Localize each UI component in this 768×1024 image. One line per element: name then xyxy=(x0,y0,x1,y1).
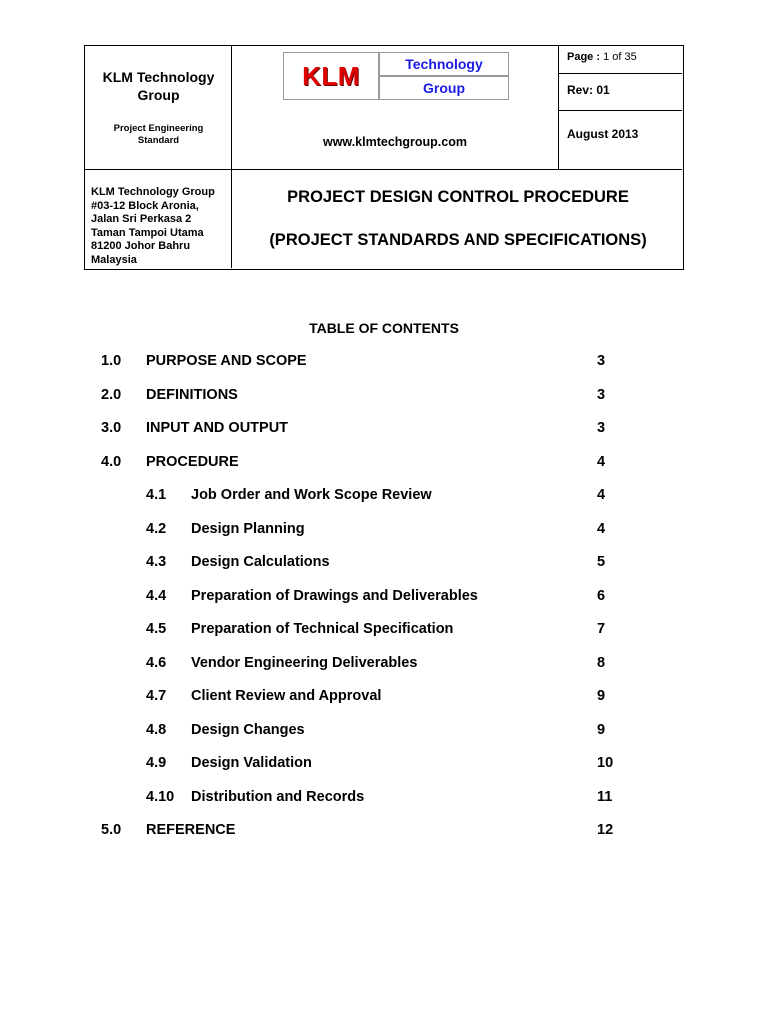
toc-entry-page: 4 xyxy=(597,520,606,537)
toc-entry-number: 4.4 xyxy=(146,587,167,604)
toc-entry-title: INPUT AND OUTPUT xyxy=(146,420,289,436)
header-divider xyxy=(558,73,682,74)
header-divider xyxy=(558,46,559,170)
toc-entry-number: 4.1 xyxy=(146,487,167,503)
toc-entry-number: 4.9 xyxy=(146,755,167,771)
company-name xyxy=(85,68,232,104)
page-value: 1 of 35 xyxy=(603,51,637,63)
standard-label xyxy=(85,123,232,146)
toc-entry-page: 8 xyxy=(597,654,606,671)
toc-entry-title: PURPOSE AND SCOPE xyxy=(146,353,307,369)
company-name-line: KLM Technology xyxy=(102,69,215,85)
toc-entry-page: 10 xyxy=(597,755,614,771)
toc-entry-page: 12 xyxy=(597,822,614,838)
toc-entry-page: 5 xyxy=(597,554,606,570)
toc-entry-page: 3 xyxy=(597,353,606,369)
header-divider xyxy=(558,110,682,111)
toc-entry-title: Preparation of Drawings and Deliverables xyxy=(191,587,478,604)
revision: Rev: 01 xyxy=(567,83,610,97)
toc-entry-title: DEFINITIONS xyxy=(146,386,238,403)
document-title: PROJECT DESIGN CONTROL PROCEDURE xyxy=(287,188,629,206)
address-line: 81200 Johor Bahru xyxy=(91,240,191,253)
address-line: Taman Tampoi Utama xyxy=(91,226,204,239)
company-address xyxy=(91,186,231,268)
toc-entry-number: 4.7 xyxy=(146,688,167,704)
toc-entry-number: 4.3 xyxy=(146,554,167,570)
issue-date: August 2013 xyxy=(567,127,639,141)
document-subtitle: (PROJECT STANDARDS AND SPECIFICATIONS) xyxy=(269,231,647,249)
header-divider xyxy=(85,169,682,170)
toc-entry-title: Distribution and Records xyxy=(191,788,365,805)
document-header-table xyxy=(84,45,684,270)
page-number xyxy=(567,51,637,63)
toc-entry-page: 6 xyxy=(597,587,606,604)
standard-line: Project Engineering xyxy=(113,123,204,134)
toc-entry-number: 5.0 xyxy=(101,822,122,838)
toc-entry-number: 2.0 xyxy=(101,386,122,403)
toc-entry-number: 4.2 xyxy=(146,520,167,537)
toc-entry-number: 4.0 xyxy=(101,453,122,470)
toc-entry-title: REFERENCE xyxy=(146,822,236,838)
toc-entry-number: 3.0 xyxy=(101,420,122,436)
toc-entry-page: 11 xyxy=(597,788,613,805)
page-label: Page : xyxy=(567,51,601,63)
toc-entry-title: Job Order and Work Scope Review xyxy=(191,487,432,503)
toc-entry-title: Design Planning xyxy=(191,520,305,537)
toc-entry-title: Client Review and Approval xyxy=(191,688,382,704)
toc-heading: TABLE OF CONTENTS xyxy=(309,320,459,336)
toc-entry-page: 9 xyxy=(597,721,606,738)
website-url: www.klmtechgroup.com xyxy=(322,135,467,149)
toc-entry-page: 3 xyxy=(597,386,606,403)
toc-entry-title: Design Calculations xyxy=(191,554,330,570)
address-line: Malaysia xyxy=(91,253,137,266)
toc-entry-page: 3 xyxy=(597,420,606,436)
toc-entry-page: 4 xyxy=(597,487,606,503)
toc-entry-page: 7 xyxy=(597,621,606,637)
company-name-line: Group xyxy=(137,87,180,103)
address-line: #03-12 Block Aronia, xyxy=(91,199,199,212)
address-line: KLM Technology Group xyxy=(91,186,215,198)
toc-entry-title: Vendor Engineering Deliverables xyxy=(191,654,418,671)
logo-technology-text: Technology xyxy=(379,52,509,76)
klm-logo xyxy=(283,52,511,102)
toc-entry-title: Preparation of Technical Specification xyxy=(191,621,454,637)
toc-entry-number: 4.10 xyxy=(146,788,175,805)
toc-entry-number: 4.6 xyxy=(146,654,167,671)
standard-line: Standard xyxy=(137,134,180,146)
logo-group-text: Group xyxy=(379,76,509,100)
toc-entry-number: 1.0 xyxy=(101,353,122,369)
toc-entry-title: PROCEDURE xyxy=(146,453,239,470)
toc-entry-number: 4.5 xyxy=(146,621,167,637)
toc-entry-page: 4 xyxy=(597,453,606,470)
toc-entry-title: Design Validation xyxy=(191,755,312,771)
toc-entry-number: 4.8 xyxy=(146,721,167,738)
logo-klm-text: KLM xyxy=(283,52,379,100)
toc-entry-title: Design Changes xyxy=(191,721,305,738)
toc-entry-page: 9 xyxy=(597,688,606,704)
address-line: Jalan Sri Perkasa 2 xyxy=(91,213,192,226)
